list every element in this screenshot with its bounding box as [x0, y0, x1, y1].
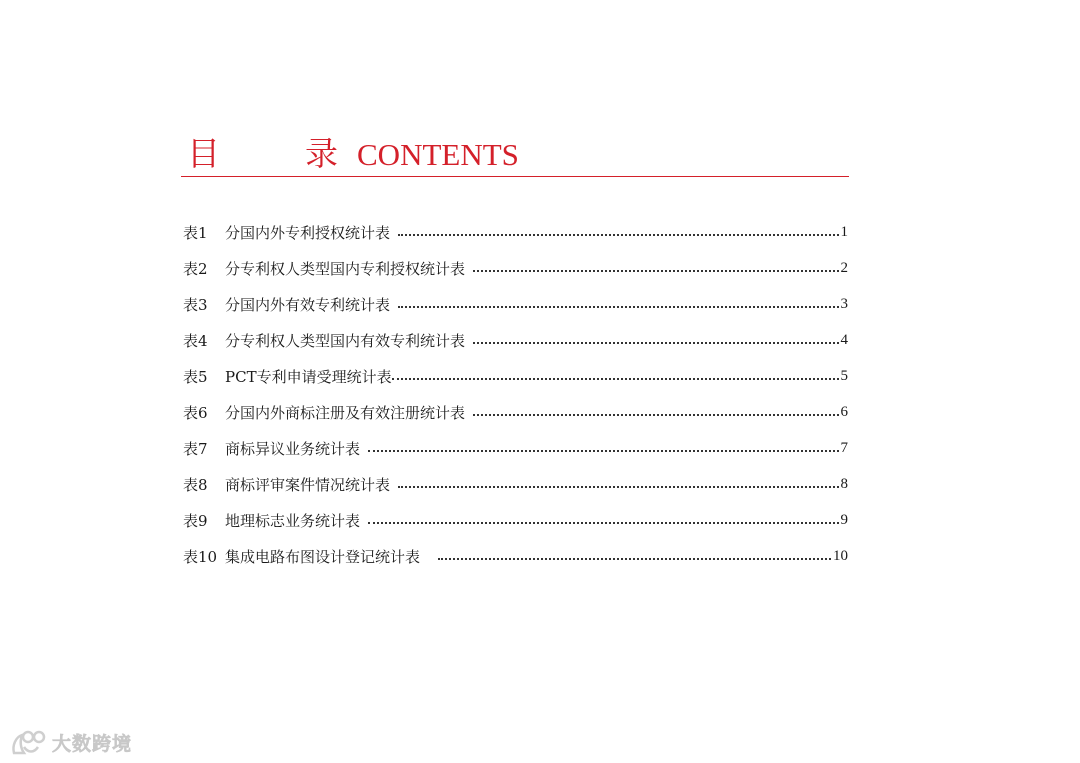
title-cn-first: 目: [187, 134, 220, 173]
entry-number: 表6: [183, 403, 208, 422]
dot-leader: [398, 486, 838, 488]
brand-logo-icon: [10, 727, 48, 757]
entry-number: 表5: [183, 367, 208, 386]
entry-title: 分专利权人类型国内专利授权统计表: [225, 259, 466, 278]
entry-page: 8: [840, 475, 848, 492]
toc-entry-1[interactable]: [183, 214, 848, 250]
toc-entry-2[interactable]: [183, 250, 848, 286]
entry-title: 分国内外商标注册及有效注册统计表: [225, 403, 466, 422]
toc-entry-10[interactable]: [183, 538, 848, 574]
dot-leader: [398, 234, 838, 236]
dot-leader: [473, 414, 838, 416]
toc-entry-4[interactable]: [183, 322, 848, 358]
dot-leader: [473, 342, 838, 344]
watermark-text: 大数跨境: [52, 732, 133, 755]
toc-entry-6[interactable]: [183, 394, 848, 430]
toc-entry-3[interactable]: [183, 286, 848, 322]
entry-title: 商标评审案件情况统计表: [225, 475, 391, 494]
entry-page: 6: [840, 403, 848, 420]
toc-entry-8[interactable]: [183, 466, 848, 502]
entry-page: 4: [840, 331, 848, 348]
page-title: [187, 128, 519, 172]
entry-page: 3: [840, 295, 848, 312]
entry-page: 5: [840, 367, 848, 384]
entry-number: 表2: [183, 259, 208, 278]
dot-leader: [398, 306, 838, 308]
toc-entry-7[interactable]: [183, 430, 848, 466]
entry-title: 分国内外专利授权统计表: [225, 223, 391, 242]
dot-leader: [368, 522, 838, 524]
entry-title: 分专利权人类型国内有效专利统计表: [225, 331, 466, 350]
entry-number: 表8: [183, 475, 208, 494]
entry-number: 表7: [183, 439, 208, 458]
entry-number: 表4: [183, 331, 208, 350]
entry-title: 商标异议业务统计表: [225, 439, 361, 458]
title-divider: [181, 176, 849, 177]
entry-page: 10: [833, 547, 848, 564]
entry-number: 表10: [183, 547, 218, 566]
entry-title: 地理标志业务统计表: [225, 511, 361, 530]
entry-number: 表3: [183, 295, 208, 314]
entry-page: 2: [840, 259, 848, 276]
dot-leader: [392, 378, 839, 380]
entry-title: 分国内外有效专利统计表: [225, 295, 391, 314]
entry-title: 集成电路布图设计登记统计表: [225, 547, 421, 566]
entry-page: 7: [840, 439, 848, 456]
dot-leader: [438, 558, 831, 560]
entry-number: 表9: [183, 511, 208, 530]
entry-page: 1: [840, 223, 848, 240]
watermark: [10, 727, 132, 757]
title-cn-second: 录: [305, 134, 338, 173]
entry-title: PCT专利申请受理统计表: [225, 367, 392, 386]
entry-number: 表1: [183, 223, 208, 242]
toc-list: [183, 214, 848, 574]
dot-leader: [368, 450, 838, 452]
toc-entry-5[interactable]: [183, 358, 848, 394]
toc-entry-9[interactable]: [183, 502, 848, 538]
entry-page: 9: [840, 511, 848, 528]
title-en: CONTENTS: [357, 137, 519, 172]
dot-leader: [473, 270, 838, 272]
